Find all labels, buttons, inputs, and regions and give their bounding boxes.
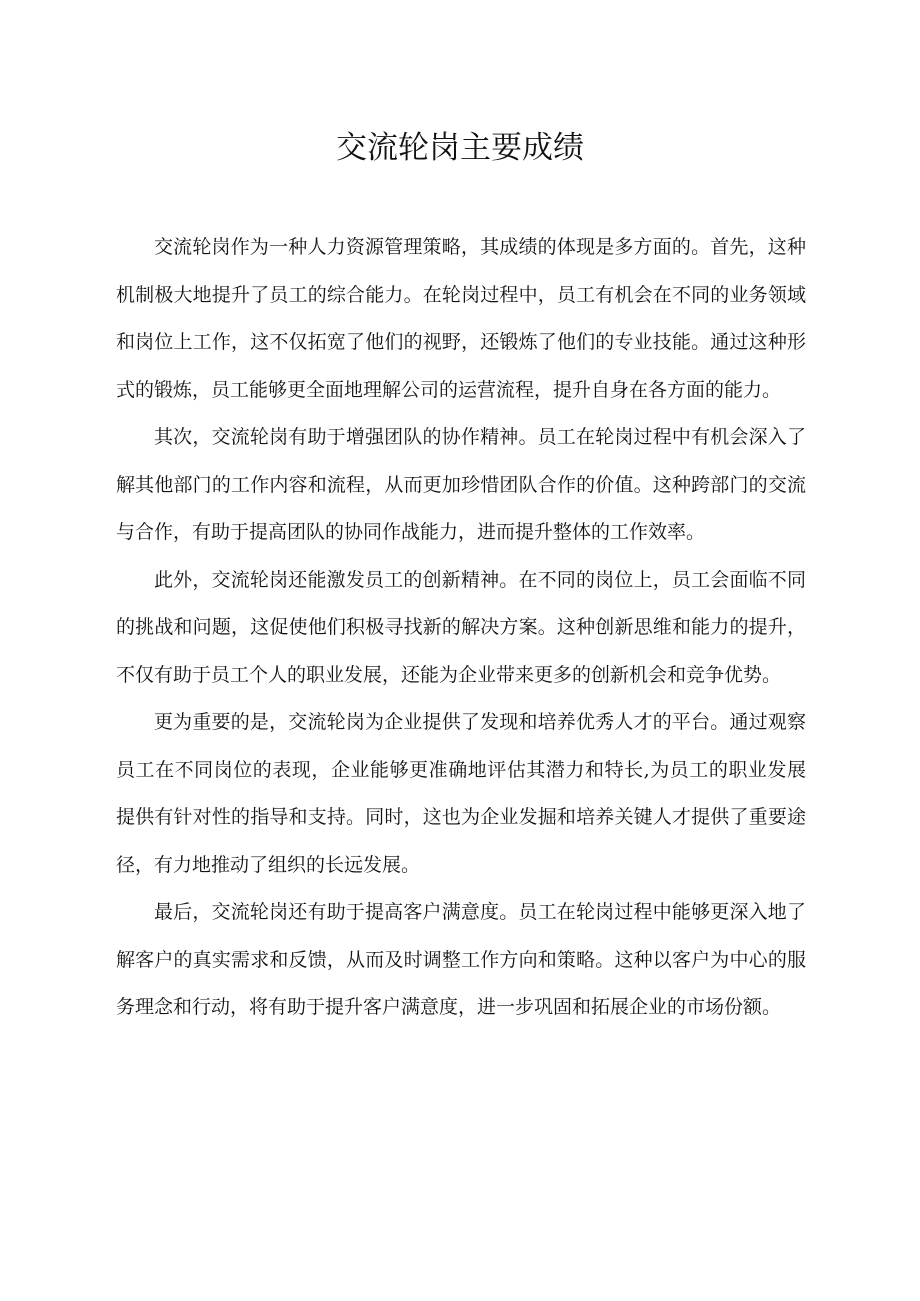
- paragraph-4: 更为重要的是，交流轮岗为企业提供了发现和培养优秀人才的平台。通过观察员工在不同岗位的表现，企业能够更准确地评估其潜力和特长,为员工的职业发展提供有针对性的指导和支持。同时，这也为企业发掘和培养关键人才提供了重要途径，有力地推动了组织的长远发展。: [116, 711, 806, 876]
- paragraph-1: 交流轮岗作为一种人力资源管理策略，其成绩的体现是多方面的。首先，这种机制极大地提升了员工的综合能力。在轮岗过程中，员工有机会在不同的业务领域和岗位上工作，这不仅拓宽了他们的视野，还锻炼了他们的专业技能。通过这种形式的锻炼，员工能够更全面地理解公司的运营流程，提升自身在各方面的能力。: [116, 236, 806, 401]
- paragraph-5: 最后，交流轮岗还有助于提高客户满意度。员工在轮岗过程中能够更深入地了解客户的真实需求和反馈，从而及时调整工作方向和策略。这种以客户为中心的服务理念和行动，将有助于提升客户满意度，进一步巩固和拓展企业的市场份额。: [116, 901, 806, 1018]
- document-body: [116, 224, 806, 1032]
- paragraph-3: 此外，交流轮岗还能激发员工的创新精神。在不同的岗位上，员工会面临不同的挑战和问题，这促使他们积极寻找新的解决方案。这种创新思维和能力的提升，不仅有助于员工个人的职业发展，还能为企业带来更多的创新机会和竞争优势。: [116, 568, 806, 686]
- paragraph-2: 其次，交流轮岗有助于增强团队的协作精神。员工在轮岗过程中有机会深入了解其他部门的工作内容和流程，从而更加珍惜团队合作的价值。这种跨部门的交流与合作，有助于提高团队的协同作战能力，进而提升整体的工作效率。: [116, 426, 806, 543]
- document-title: 交流轮岗主要成绩: [336, 130, 584, 166]
